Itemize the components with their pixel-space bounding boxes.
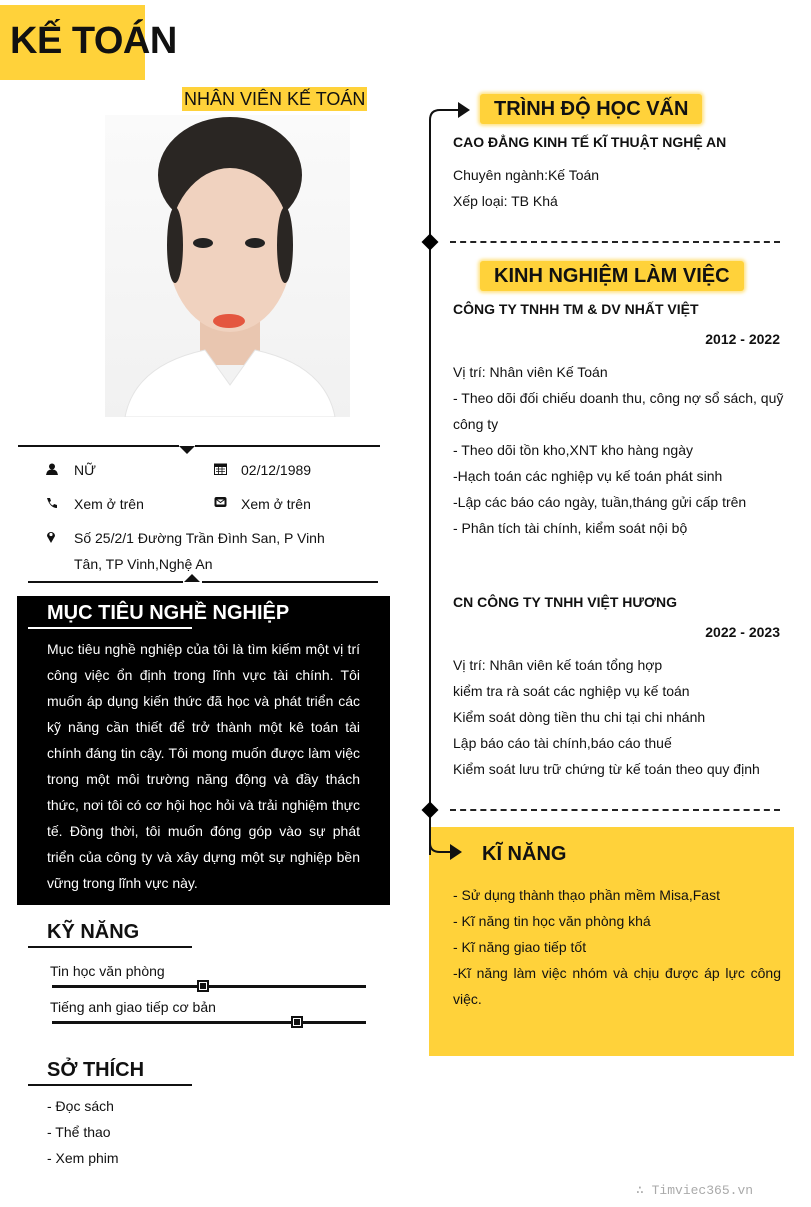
birthday: 02/12/1989	[241, 462, 312, 478]
watermark: ∴ Timviec365.vn	[636, 1183, 754, 1198]
job-title: NHÂN VIÊN KẾ TOÁN	[184, 89, 366, 109]
skill-level-knob	[197, 980, 209, 992]
hobby-item: - Xem phim	[47, 1150, 119, 1166]
job-detail-line: Lập báo cáo tài chính,báo cáo thuế	[453, 735, 672, 751]
career-objective-section	[17, 596, 390, 905]
skill-bar	[52, 1021, 366, 1024]
heading-underline	[28, 946, 192, 948]
company-name: CN CÔNG TY TNHH VIỆT HƯƠNG	[453, 594, 677, 610]
address-line1: Số 25/2/1 Đường Trần Đình San, P Vinh	[74, 530, 325, 546]
job-detail-line: công ty	[453, 416, 499, 432]
hobby-item: - Đọc sách	[47, 1098, 114, 1114]
divider	[18, 445, 179, 447]
user-icon	[45, 462, 59, 476]
divider	[202, 581, 378, 583]
education-heading: TRÌNH ĐỘ HỌC VẤN	[480, 94, 702, 124]
job-detail-line: kiểm tra rà soát các nghiệp vụ kế toán	[453, 683, 690, 699]
calendar-icon	[213, 461, 227, 475]
dashed-divider	[450, 809, 780, 811]
email: Xem ở trên	[241, 496, 311, 512]
skill-label: Tiếng anh giao tiếp cơ bản	[50, 999, 216, 1015]
job-period: 2022 - 2023	[705, 624, 780, 640]
triangle-up-icon	[184, 574, 200, 582]
objective-heading: MỤC TIÊU NGHỀ NGHIỆP	[47, 602, 290, 624]
job-detail-line: Vị trí: Nhân viên Kế Toán	[453, 364, 608, 380]
job-details	[453, 359, 783, 541]
gender: NỮ	[74, 462, 97, 478]
phone-icon	[45, 496, 59, 510]
major: Chuyên ngành:Kế Toán	[453, 167, 600, 183]
heading-underline	[28, 627, 192, 629]
job-details	[453, 652, 760, 782]
skill-item: - Kĩ năng giao tiếp tốt	[453, 939, 587, 955]
skill-label: Tin học văn phòng	[50, 963, 165, 979]
job-detail-line: Kiểm soát dòng tiền thu chi tại chi nhánh	[453, 709, 706, 725]
job-detail-line: - Theo dõi đối chiếu doanh thu, công nợ sổ sách, quỹ	[453, 390, 784, 406]
skill-item: -Kĩ năng làm việc nhóm và chịu được áp lực công việc.	[453, 965, 781, 1007]
divider	[28, 581, 183, 583]
heading-underline	[28, 1084, 192, 1086]
phone: Xem ở trên	[74, 496, 144, 512]
company-name: CÔNG TY TNHH TM & DV NHẤT VIỆT	[453, 301, 699, 317]
job-detail-line: -Hạch toán các nghiệp vụ kế toán phát sinh	[453, 468, 723, 484]
job-detail-line: - Phân tích tài chính, kiểm soát nội bộ	[453, 520, 688, 536]
skills-heading: KỸ NĂNG	[47, 921, 140, 943]
skill-item: - Sử dụng thành thạo phần mềm Misa,Fast	[453, 887, 720, 903]
skill-level-knob	[291, 1016, 303, 1028]
hobbies-heading: SỞ THÍCH	[47, 1059, 145, 1081]
job-detail-line: - Theo dõi tồn kho,XNT kho hàng ngày	[453, 442, 693, 458]
triangle-down-icon	[179, 446, 195, 454]
job-detail-line: Vị trí: Nhân viên kế toán tổng hợp	[453, 657, 663, 673]
hobby-item: - Thể thao	[47, 1124, 111, 1140]
job-detail-line: Kiểm soát lưu trữ chứng từ kế toán theo quy định	[453, 761, 760, 777]
location-pin-icon	[44, 529, 58, 543]
objective-text: Mục tiêu nghề nghiệp của tôi là tìm kiếm một vị trí công việc ổn định trong lĩnh vực tài chính. Tôi muốn áp dụng kiến thức đã học và phát triển các kỹ năng cần thiết để trở thành một kê toán tài chính đáng tin cậy. Tôi mong muốn được làm việc trong một môi trường năng động và đầy thách thức, nơi tôi có cơ hội học hỏi và trải nghiệm thực tế. Đồng thời, tôi muốn đóng góp vào sự phát triển của công ty và xây dựng một sự nghiệp bền vững trong lĩnh vực này.	[47, 641, 360, 891]
job-period: 2012 - 2022	[705, 331, 780, 347]
email-icon	[213, 495, 227, 509]
cv-title: KẾ TOÁN	[10, 20, 177, 62]
job-detail-line: -Lập các báo cáo ngày, tuần,tháng gửi cấp trên	[453, 494, 747, 510]
address-line2: Tân, TP Vinh,Nghệ An	[74, 556, 213, 572]
skills-right-heading: KĨ NĂNG	[482, 843, 567, 865]
profile-photo	[105, 115, 350, 417]
experience-heading: KINH NGHIỆM LÀM VIỆC	[480, 261, 744, 291]
skill-bar	[52, 985, 366, 988]
divider	[195, 445, 380, 447]
school-name: CAO ĐẲNG KINH TẾ KĨ THUẬT NGHỆ AN	[453, 134, 727, 150]
skill-item: - Kĩ năng tin học văn phòng khá	[453, 913, 651, 929]
grade: Xếp loại: TB Khá	[453, 193, 558, 209]
dashed-divider	[450, 241, 780, 243]
